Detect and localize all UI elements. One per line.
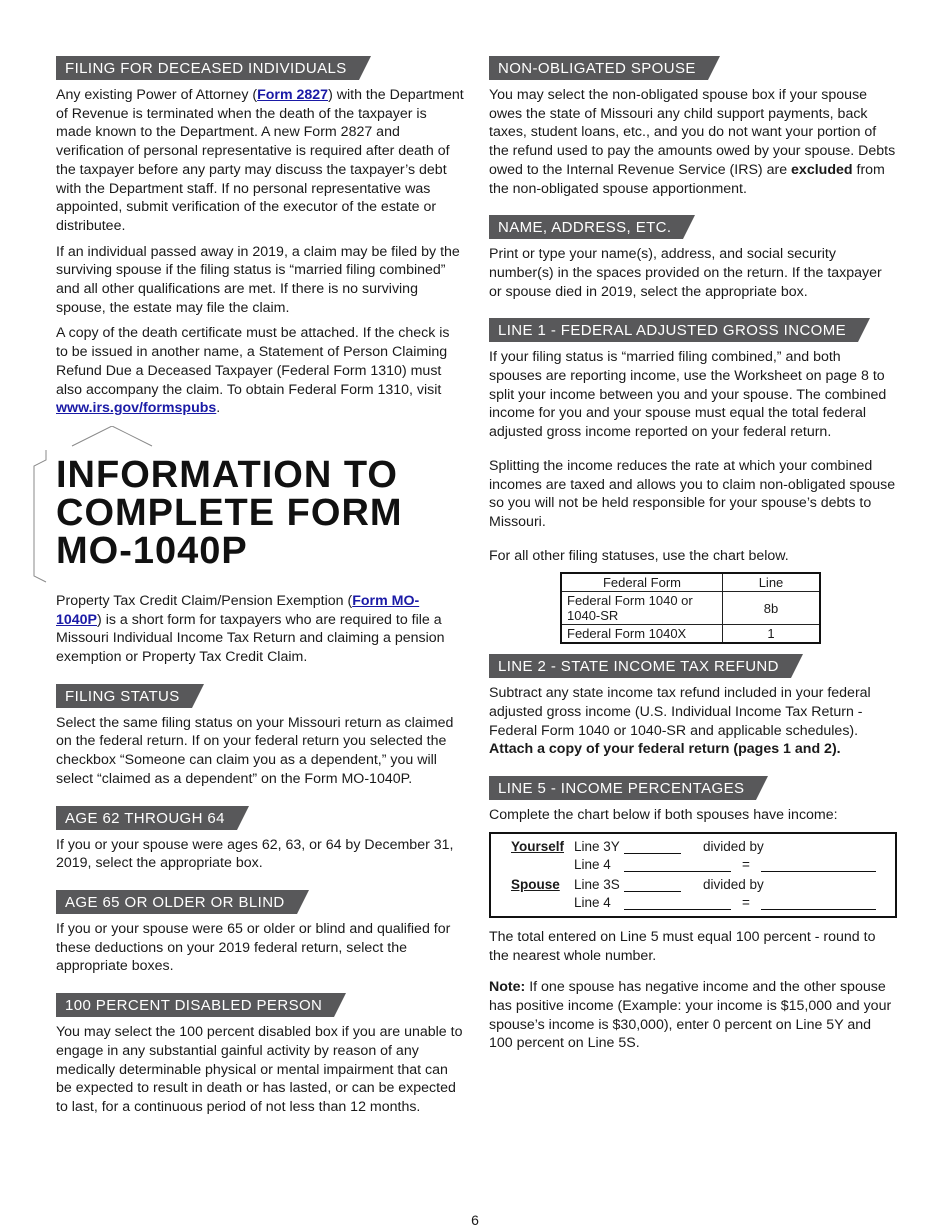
deceased-paragraph-1: Any existing Power of Attorney (Form 2827) with the Department of Revenue is terminated when the death of the taxpayer is made known to the Department. A new Form 2827 and verification of personal representative is required after death of the taxpayer before any party may discuss the taxpayer’s debt with the Department staff. If no personal representative was appointed, submit verification of the executor of the estate or distributee. <box>56 87 464 234</box>
result-blank <box>761 858 876 872</box>
line-1-paragraph-1: If your filing status is “married filing combined,” and both spouses are reporting income, use the Worksheet on page 8 to split your income between you and your spouse. The combined income for you and your spouse must equal the total federal adjusted gross income reported on your federal return. <box>489 349 887 441</box>
disabled-text: You may select the 100 percent disabled box if you are unable to engage in any substantial gainful activity by reason of any medically determinable physical or mental impairment that can be expected to result in death or has lasted, or can be expected to last, for a continuous period of not less than 12 months. <box>56 1024 463 1115</box>
table-header-row <box>561 573 820 592</box>
age-62-text: If you or your spouse were ages 62, 63, or 64 by December 31, 2019, select the appropriate box. <box>56 836 454 872</box>
line-4-label: Line 4 <box>574 856 611 872</box>
divided-by-label: divided by <box>703 838 764 854</box>
spouse-row-2 <box>511 894 889 912</box>
left-column <box>56 56 464 1134</box>
section-name-address <box>489 215 897 301</box>
equals-sign: = <box>742 856 750 872</box>
line-3s-blank <box>624 878 681 892</box>
table-cell-form: Federal Form 1040 or 1040-SR <box>561 592 723 625</box>
section-age-62 <box>56 806 464 873</box>
table-cell-line: 8b <box>723 592 821 625</box>
spouse-label: Spouse <box>511 876 560 892</box>
income-percentage-chart <box>489 832 897 918</box>
section-disabled <box>56 993 464 1117</box>
section-header-name-address: NAME, ADDRESS, ETC. <box>489 215 683 239</box>
section-header-line-1: LINE 1 - FEDERAL ADJUSTED GROSS INCOME <box>489 318 858 342</box>
section-age-65 <box>56 890 464 976</box>
section-deceased <box>56 56 464 418</box>
line-3y-label: Line 3Y <box>574 838 620 854</box>
spouse-row-1 <box>511 876 889 894</box>
section-line-2 <box>489 654 897 759</box>
section-header-age-65: AGE 65 OR OLDER OR BLIND <box>56 890 297 914</box>
page-number: 6 <box>471 1212 479 1228</box>
divided-by-label: divided by <box>703 876 764 892</box>
line-5-intro: Complete the chart below if both spouses have income: <box>489 807 838 824</box>
section-line-1 <box>489 318 897 644</box>
irs-formspubs-link[interactable]: www.irs.gov/formspubs <box>56 400 217 417</box>
section-header-line-2: LINE 2 - STATE INCOME TAX REFUND <box>489 654 791 678</box>
line-3s-label: Line 3S <box>574 876 620 892</box>
form-2827-link[interactable]: Form 2827 <box>257 87 329 103</box>
result-blank <box>761 896 876 910</box>
line-5-note: Note: If one spouse has negative income and the other spouse has positive income (Example: your income is $15,000 and your spouse’s income is $30,000), enter 0 percent on Line 5Y and 100 percent on Line 5S. <box>489 979 892 1052</box>
section-line-5 <box>489 776 897 1053</box>
section-header-deceased: FILING FOR DECEASED INDIVIDUALS <box>56 56 359 80</box>
line-2-text: Subtract any state income tax refund included in your federal adjusted gross income (U.S. Individual Income Tax Return - Federal Form 1040 or 1040-SR and applicable schedules). Attach a copy of your federal return (pages 1 and 2). <box>489 685 871 758</box>
section-header-filing-status: FILING STATUS <box>56 684 192 708</box>
line-4-blank <box>624 858 731 872</box>
section-nonobligated <box>489 56 897 198</box>
page-title <box>56 448 464 570</box>
yourself-label: Yourself <box>511 838 565 854</box>
filing-status-text: Select the same filing status on your Missouri return as claimed on the federal return. If on your federal return you selected the checkbox “Someone can claim you as a dependent,” you will select “claimed as a dependent” on the Form MO-1040P. <box>56 714 454 787</box>
equals-sign: = <box>742 894 750 910</box>
name-address-text: Print or type your name(s), address, and social security number(s) in the spaces provided on the return. If the taxpayer or spouse died in 2019, select the appropriate box. <box>489 246 882 300</box>
section-intro <box>56 592 464 667</box>
page-title-text: INFORMATION TO COMPLETE FORM MO-1040P <box>56 453 403 572</box>
table-cell-form: Federal Form 1040X <box>561 625 723 644</box>
section-header-age-62: AGE 62 THROUGH 64 <box>56 806 237 830</box>
nonobligated-text: You may select the non-obligated spouse box if your spouse owes the state of Missouri any child support payments, back taxes, student loans, etc., and you do not want your portion of the refund used to pay the amounts owed by your spouse. Debts owed to the Internal Revenue Service (IRS) are excluded from the non-obligated spouse apportionment. <box>489 87 896 197</box>
line-3y-blank <box>624 840 681 854</box>
line-4-blank <box>624 896 731 910</box>
section-header-disabled: 100 PERCENT DISABLED PERSON <box>56 993 334 1017</box>
yourself-row-2 <box>511 856 889 874</box>
table-row <box>561 625 820 644</box>
table-cell-line: 1 <box>723 625 821 644</box>
section-filing-status <box>56 684 464 789</box>
title-bracket-decoration <box>32 426 172 586</box>
federal-form-table <box>560 572 821 644</box>
right-column <box>489 56 897 1070</box>
line-4-label: Line 4 <box>574 894 611 910</box>
line-1-paragraph-2: Splitting the income reduces the rate at which your combined incomes are taxed and allows you to claim non-obligated spouse so you will not be held responsible for your spouse’s debts to Missouri. <box>489 457 896 530</box>
yourself-row-1 <box>511 838 889 856</box>
table-header-form: Federal Form <box>561 573 723 592</box>
table-header-line: Line <box>723 573 821 592</box>
section-header-nonobligated: NON-OBLIGATED SPOUSE <box>489 56 708 80</box>
line-5-total-text: The total entered on Line 5 must equal 100 percent - round to the nearest whole number. <box>489 928 876 964</box>
age-65-text: If you or your spouse were 65 or older or blind and qualified for these deductions on your 2019 federal return, select the appropriate boxes. <box>56 920 451 975</box>
section-header-line-5: LINE 5 - INCOME PERCENTAGES <box>489 776 756 800</box>
deceased-paragraph-2: If an individual passed away in 2019, a claim may be filed by the surviving spouse if the filing status is “married filing combined” and all other qualifications are met. If there is no surviving spouse, the estate may file the claim. <box>56 243 460 316</box>
intro-paragraph: Property Tax Credit Claim/Pension Exemption (Form MO-1040P) is a short form for taxpayers who are required to file a Missouri Individual Income Tax Return and claiming a pension exemption or Property Tax Credit Claim. <box>56 592 445 666</box>
deceased-paragraph-3: A copy of the death certificate must be attached. If the check is to be issued in another name, a Statement of Person Claiming Refund Due a Deceased Taxpayer (Federal Form 1310) must also accompany the claim. To obtain Federal Form 1310, visit www.irs.gov/formspubs. <box>56 325 450 417</box>
table-row <box>561 592 820 625</box>
form-mo1040p-link[interactable]: Form MO-1040P <box>56 592 420 628</box>
line-1-paragraph-3: For all other filing statuses, use the chart below. <box>489 547 789 564</box>
